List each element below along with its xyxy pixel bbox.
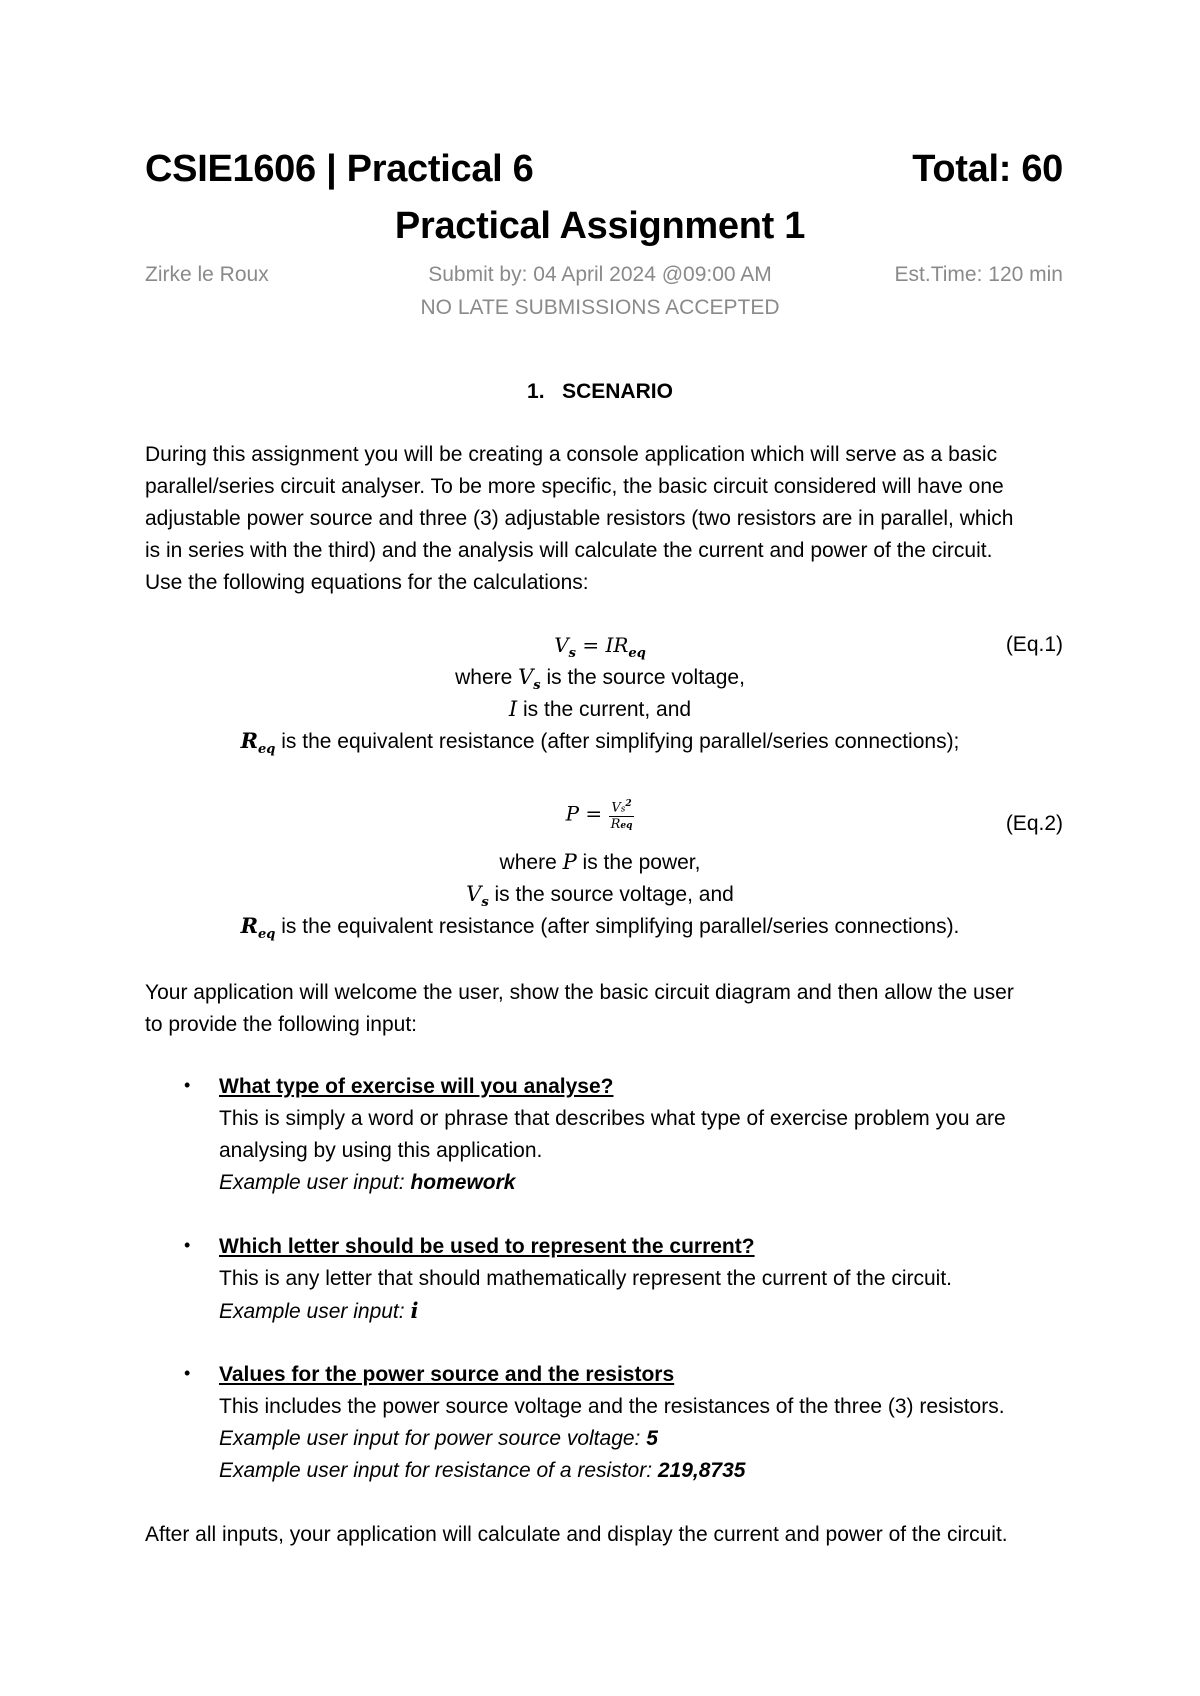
estimated-time: Est.Time: 120 min — [894, 263, 1063, 286]
fraction: $\frac{Vs^2}{\text{Req}}$ — [610, 799, 633, 833]
bullet-item — [219, 1231, 1079, 1328]
bullet-example: Example user input for resistance of a resistor: 219,8735 — [219, 1459, 746, 1482]
bullet-example: Example user input: homework — [219, 1171, 516, 1194]
paragraph-line: Use the following equations for the calculations: — [145, 571, 589, 594]
equation-2-tag: (Eq.2) — [1005, 812, 1063, 835]
eq2-where-line-1: where P is the power, — [499, 850, 701, 874]
bullet-marker: • — [184, 1075, 191, 1095]
paragraph-line: After all inputs, your application will calculate and display the current and power of the circuit. — [145, 1523, 1008, 1546]
bullet-title: Values for the power source and the resistors — [219, 1363, 675, 1386]
author-name: Zirke le Roux — [145, 263, 269, 286]
bullet-desc: analysing by using this application. — [219, 1139, 543, 1162]
paragraph-line: During this assignment you will be creating a console application which will serve as a basic — [145, 443, 998, 466]
intro-paragraph — [145, 439, 1065, 599]
bullet-item — [219, 1359, 1079, 1487]
equation-1: $V_s = IR_{eq}$ — [554, 633, 646, 661]
bullet-desc: This includes the power source voltage and the resistances of the three (3) resistors. — [219, 1395, 1005, 1418]
eq2-where-line-3: $R_{eq}$ is the equivalent resistance (after simplifying parallel/series connections). — [240, 913, 960, 942]
bullet-example: Example user input: i — [219, 1298, 419, 1323]
eq2-where-line-2: $V_s$ is the source voltage, and — [466, 882, 734, 910]
paragraph-line: parallel/series circuit analyser. To be more specific, the basic circuit considered will have one — [145, 475, 1004, 498]
section-title: SCENARIO — [562, 380, 673, 403]
bullet-marker: • — [184, 1235, 191, 1255]
bullet-title: Which letter should be used to represent the current? — [219, 1235, 755, 1258]
course-title: CSIE1606 | Practical 6 — [145, 148, 534, 190]
bullet-desc: This is simply a word or phrase that describes what type of exercise problem you are — [219, 1107, 1006, 1130]
assignment-title: Practical Assignment 1 — [394, 205, 806, 247]
eq1-where-line-3: $R_{eq}$ is the equivalent resistance (after simplifying parallel/series connections); — [240, 728, 960, 757]
paragraph-line: to provide the following input: — [145, 1013, 418, 1036]
section-number: 1. — [527, 380, 545, 403]
section-heading — [0, 380, 1200, 404]
paragraph-line: adjustable power source and three (3) adjustable resistors (two resistors are in parallel, which — [145, 507, 1014, 530]
eq1-where-line-1: where $V_s$ is the source voltage, — [455, 665, 745, 693]
app-intro-paragraph — [145, 977, 1065, 1041]
equation-2: P = $\frac{Vs^2}{\text{Req}}$ — [565, 799, 633, 833]
bullet-item — [219, 1071, 1079, 1199]
closing-paragraph — [145, 1519, 1065, 1551]
bullet-example: Example user input for power source voltage: 5 — [219, 1427, 658, 1450]
total-marks: Total: 60 — [912, 148, 1063, 190]
submit-deadline: Submit by: 04 April 2024 @09:00 AM — [428, 263, 772, 286]
bullet-marker: • — [184, 1363, 191, 1383]
paragraph-line: is in series with the third) and the analysis will calculate the current and power of the circuit. — [145, 539, 993, 562]
paragraph-line: Your application will welcome the user, show the basic circuit diagram and then allow the user — [145, 981, 1014, 1004]
late-notice: NO LATE SUBMISSIONS ACCEPTED — [420, 296, 780, 319]
eq1-where-line-2: I is the current, and — [508, 697, 692, 721]
bullet-desc: This is any letter that should mathematically represent the current of the circuit. — [219, 1267, 953, 1290]
equation-1-tag: (Eq.1) — [1005, 633, 1063, 656]
bullet-title: What type of exercise will you analyse? — [219, 1075, 614, 1098]
